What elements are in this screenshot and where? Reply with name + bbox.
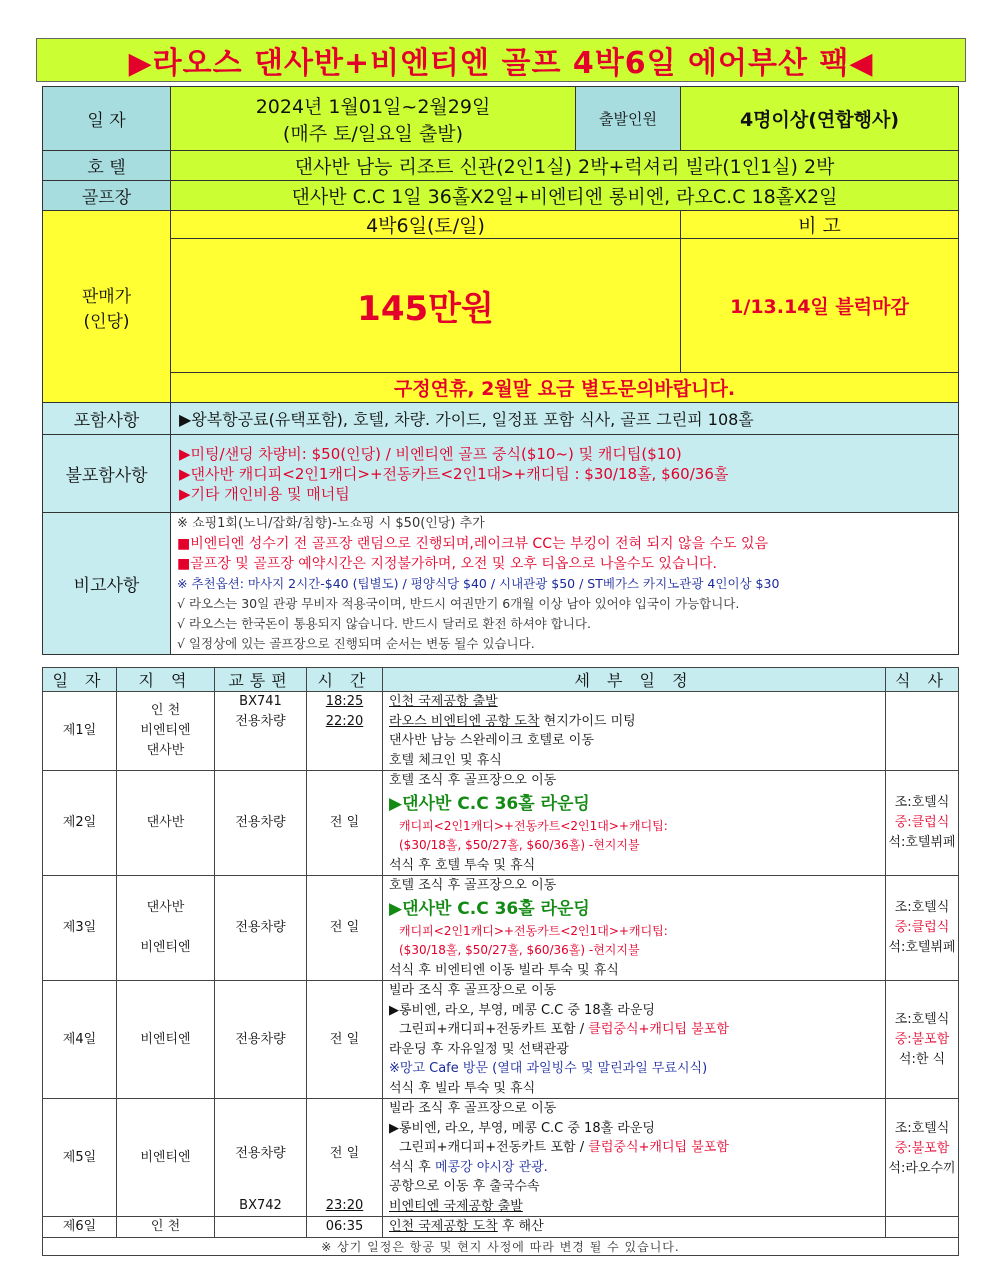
- remarks-value: 1/13.14일 블럭마감: [681, 239, 959, 373]
- time-text: 전 일: [329, 1146, 360, 1161]
- detail-text: 석식 후: [389, 1159, 435, 1175]
- meal-text: 중:클럽식: [894, 815, 950, 830]
- detail-line: 비엔티엔 국제공항 출발: [389, 1198, 523, 1214]
- notes-label: 비고사항: [43, 513, 171, 655]
- detail-line: [383, 712, 885, 732]
- day-cell: 제1일: [43, 692, 117, 771]
- meals-cell: [886, 981, 959, 1099]
- details-cell: [383, 1099, 886, 1217]
- time-text: 22:20: [325, 714, 364, 729]
- detail-line: 공항으로 이동 후 출국수속: [389, 1179, 540, 1194]
- region-text: 인 천: [150, 703, 181, 718]
- detail-line: 인천 국제공항 출발: [389, 694, 498, 709]
- date-label: 일 자: [43, 87, 171, 151]
- note-item: √ 라오스는 한국돈이 통용되지 않습니다. 반드시 달러로 환전 하셔야 합니다.: [177, 615, 591, 631]
- golf-round-line: ▶댄사반 C.C 36홀 라운딩: [389, 793, 590, 814]
- departure-days: (매주 토/일요일 출발): [282, 122, 464, 145]
- details-cell: [383, 771, 886, 876]
- note-item: ■골프장 및 골프장 예약시간은 지정불가하며, 오전 및 오후 티옵으로 나올수도 있습니다.: [177, 555, 717, 572]
- price-value: 145만원: [171, 239, 681, 373]
- price-label-sub: (인당): [83, 311, 130, 332]
- itinerary-row-day3: [43, 876, 959, 981]
- detail-text: 인천 국제공항 도착: [389, 1219, 498, 1235]
- meal-text: 조:호텔식: [894, 795, 950, 810]
- day-cell: 제3일: [43, 876, 117, 981]
- transport-cell: [215, 692, 307, 771]
- region-text: 댄사반: [146, 900, 185, 915]
- detail-line: 호텔 체크인 및 휴식: [389, 752, 502, 768]
- itinerary-row-day6: [43, 1217, 959, 1238]
- itinerary-row-day5: [43, 1099, 959, 1217]
- col-header-meals: 식 사: [886, 668, 959, 692]
- itinerary-row-day2: [43, 771, 959, 876]
- note-item: √ 라오스는 30일 관광 무비자 적용국이며, 반드시 여권만기 6개월 이상 남아 있어야 입국이 가능합니다.: [177, 595, 740, 611]
- day-cell: 제2일: [43, 771, 117, 876]
- meal-text: 중:클럽식: [894, 920, 950, 935]
- time-text: 18:25: [325, 694, 364, 709]
- flight-number: BX741: [239, 694, 282, 709]
- package-info-table: [42, 86, 959, 655]
- note-item: ■비엔티엔 성수기 전 골프장 랜덤으로 진행되며,레이크뷰 CC는 부킹이 전혀 되지 않을 수도 있음: [177, 535, 769, 552]
- region-text: 비엔티엔: [140, 940, 191, 955]
- details-cell: [383, 1217, 886, 1238]
- meal-text: 조:호텔식: [894, 1011, 950, 1027]
- excluded-list: [171, 435, 959, 513]
- detail-line: 빌라 조식 후 골프장으로 이동: [389, 1101, 557, 1116]
- holiday-note: 구정연휴, 2월말 요금 별도문의바랍니다.: [171, 373, 959, 403]
- meal-text: 조:호텔식: [894, 1121, 950, 1136]
- itinerary-footnote: ※ 상기 일정은 항공 및 현지 사정에 따라 변경 될 수 있습니다.: [43, 1238, 959, 1256]
- region-cell: 인 천: [117, 1217, 215, 1238]
- region-text: 비엔티엔: [140, 723, 191, 738]
- region-cell: 댄사반: [117, 771, 215, 876]
- golf-round-line: ▶댄사반 C.C 36홀 라운딩: [389, 898, 590, 919]
- details-cell: [383, 981, 886, 1099]
- detail-line: [383, 1138, 885, 1158]
- meal-text: 중:불포함: [894, 1141, 950, 1156]
- excluded-item: ▶미팅/샌딩 차량비: $50(인당) / 비엔티엔 골프 중식($10~) 및 캐디팁($10): [179, 444, 682, 463]
- detail-text: 클럽중식+캐디팁 불포함: [588, 1022, 729, 1037]
- detail-line: 호텔 조식 후 골프장으오 이동: [389, 773, 557, 788]
- time-cell: [307, 1099, 383, 1217]
- itinerary-row-day1: [43, 692, 959, 771]
- transport-cell: 전용차량: [215, 876, 307, 981]
- hotel-label: 호 텔: [43, 151, 171, 181]
- transport-cell: [215, 1099, 307, 1217]
- time-cell: [307, 692, 383, 771]
- details-cell: [383, 876, 886, 981]
- region-cell: 비엔티엔: [117, 1099, 215, 1217]
- transport-cell: 전용차량: [215, 771, 307, 876]
- excluded-item: ▶댄사반 캐디피<2인1캐디>+전동카트<2인1대>+캐디팁 : $30/18홀, $60/36홀: [179, 464, 729, 483]
- detail-line: 호텔 조식 후 골프장으오 이동: [389, 878, 557, 893]
- note-item: ※ 추천옵션: 마사지 2시간-$40 (팁별도) / 평양식당 $40 / 시내관광 $50 / ST베가스 카지노관광 4인이상 $30: [177, 575, 780, 591]
- detail-line: 빌라 조식 후 골프장으로 이동: [389, 983, 557, 998]
- excluded-label: 불포함사항: [43, 435, 171, 513]
- region-cell: 비엔티엔: [117, 981, 215, 1099]
- excluded-item: ▶기타 개인비용 및 매너팁: [179, 484, 350, 503]
- detail-text: 그린피+캐디피+전동카트 포함 /: [399, 1140, 589, 1155]
- detail-line: [383, 1020, 885, 1040]
- col-header-time: 시 간: [307, 668, 383, 692]
- detail-text: 후 해산: [497, 1219, 544, 1235]
- transport-text: 전용차량: [235, 1146, 286, 1161]
- date-range: 2024년 1월01일~2월29일: [255, 95, 491, 118]
- remarks-header: 비 고: [681, 211, 959, 239]
- day-cell: 제5일: [43, 1099, 117, 1217]
- detail-text: 라오스 비엔티엔 공항 도착: [389, 713, 540, 729]
- golf-round-line: ▶롱비엔, 라오, 부영, 메콩 C.C 중 18홀 라운딩: [389, 1120, 655, 1136]
- flight-number: BX742: [239, 1198, 282, 1213]
- time-cell: 06:35: [307, 1217, 383, 1238]
- region-cell: [117, 876, 215, 981]
- page-title: ▶라오스 댄사반+비엔티엔 골프 4박6일 에어부산 팩◀: [36, 38, 966, 82]
- time-cell: 전 일: [307, 981, 383, 1099]
- golf-round-line: ▶롱비엔, 라오, 부영, 메콩 C.C 중 18홀 라운딩: [389, 1002, 655, 1018]
- time-text: 23:20: [325, 1198, 364, 1213]
- detail-line: 캐디피<2인1캐디>+전동카트<2인1대>+캐디팁:: [399, 818, 668, 833]
- included-value: ▶왕복항공료(유택포함), 호텔, 차량. 가이드, 일정표 포함 식사, 골프 그린피 108홀: [171, 403, 959, 435]
- detail-line: 라운딩 후 자유일정 및 선택관광: [389, 1041, 569, 1057]
- details-cell: [383, 692, 886, 771]
- date-value: [171, 87, 576, 151]
- meals-cell: [886, 1099, 959, 1217]
- detail-line: 석식 후 호텔 투숙 및 휴식: [389, 857, 536, 873]
- detail-line: 석식 후 비엔티엔 이동 빌라 투숙 및 휴식: [389, 962, 619, 978]
- hotel-value: 댄사반 남능 리조트 신관(2인1실) 2박+럭셔리 빌라(1인1실) 2박: [171, 151, 959, 181]
- detail-line: 캐디피<2인1캐디>+전동카트<2인1대>+캐디팁:: [399, 923, 668, 938]
- meal-text: 석:라오수끼: [888, 1161, 956, 1176]
- pax-value: 4명이상(연합행사): [681, 87, 959, 151]
- region-text: 댄사반: [146, 743, 185, 758]
- period-header: 4박6일(토/일): [171, 211, 681, 239]
- detail-text: 그린피+캐디피+전동카트 포함 /: [399, 1022, 589, 1037]
- itinerary-row-day4: [43, 981, 959, 1099]
- golf-course-value: 댄사반 C.C 1일 36홀X2일+비엔티엔 롱비엔, 라오C.C 18홀X2일: [171, 181, 959, 211]
- note-item: ※ 쇼핑1회(노니/잡화/침향)-노쇼핑 시 $50(인당) 추가: [177, 515, 485, 531]
- meals-cell: [886, 692, 959, 771]
- detail-line: ※망고 Cafe 방문 (열대 과일빙수 및 말린과일 무료시식): [389, 1061, 708, 1076]
- meal-text: 석:한 식: [898, 1051, 946, 1067]
- notes-list: [171, 513, 959, 655]
- meals-cell: [886, 876, 959, 981]
- golf-course-label: 골프장: [43, 181, 171, 211]
- detail-line: 석식 후 빌라 투숙 및 휴식: [389, 1080, 536, 1096]
- meal-text: 중:불포함: [894, 1031, 950, 1047]
- meals-cell: [886, 1217, 959, 1238]
- col-header-transport: 교통편: [215, 668, 307, 692]
- transport-text: 전용차량: [235, 714, 286, 729]
- detail-text: 메콩강 야시장 관광.: [434, 1159, 548, 1175]
- itinerary-header-row: [43, 668, 959, 692]
- col-header-region: 지 역: [117, 668, 215, 692]
- time-cell: 전 일: [307, 876, 383, 981]
- transport-cell: [215, 1217, 307, 1238]
- day-cell: 제4일: [43, 981, 117, 1099]
- region-cell: [117, 692, 215, 771]
- detail-line: ($30/18홀, $50/27홀, $60/36홀) -현지지불: [399, 838, 640, 852]
- price-label: [43, 211, 171, 403]
- itinerary-table: [42, 667, 959, 1256]
- note-item: √ 일정상에 있는 골프장으로 진행되며 순서는 변동 될수 있습니다.: [177, 635, 535, 651]
- meal-text: 조:호텔식: [894, 900, 950, 915]
- meal-text: 석:호텔뷔페: [888, 835, 956, 850]
- col-header-details: 세 부 일 정: [383, 668, 886, 692]
- price-label-main: 판매가: [81, 286, 132, 307]
- pax-label: 출발인원: [576, 87, 681, 151]
- included-label: 포함사항: [43, 403, 171, 435]
- meal-text: 석:호텔뷔페: [888, 940, 956, 955]
- detail-line: [383, 1158, 885, 1178]
- meals-cell: [886, 771, 959, 876]
- transport-cell: 전용차량: [215, 981, 307, 1099]
- col-header-day: 일 자: [43, 668, 117, 692]
- detail-line: ($30/18홀, $50/27홀, $60/36홀) -현지지불: [399, 943, 640, 957]
- detail-text: 클럽중식+캐디팁 불포함: [588, 1140, 729, 1155]
- detail-line: 댄사반 남능 스완레이크 호텔로 이동: [389, 733, 594, 748]
- detail-text: 현지가이드 미팅: [539, 713, 636, 729]
- day-cell: 제6일: [43, 1217, 117, 1238]
- time-cell: 전 일: [307, 771, 383, 876]
